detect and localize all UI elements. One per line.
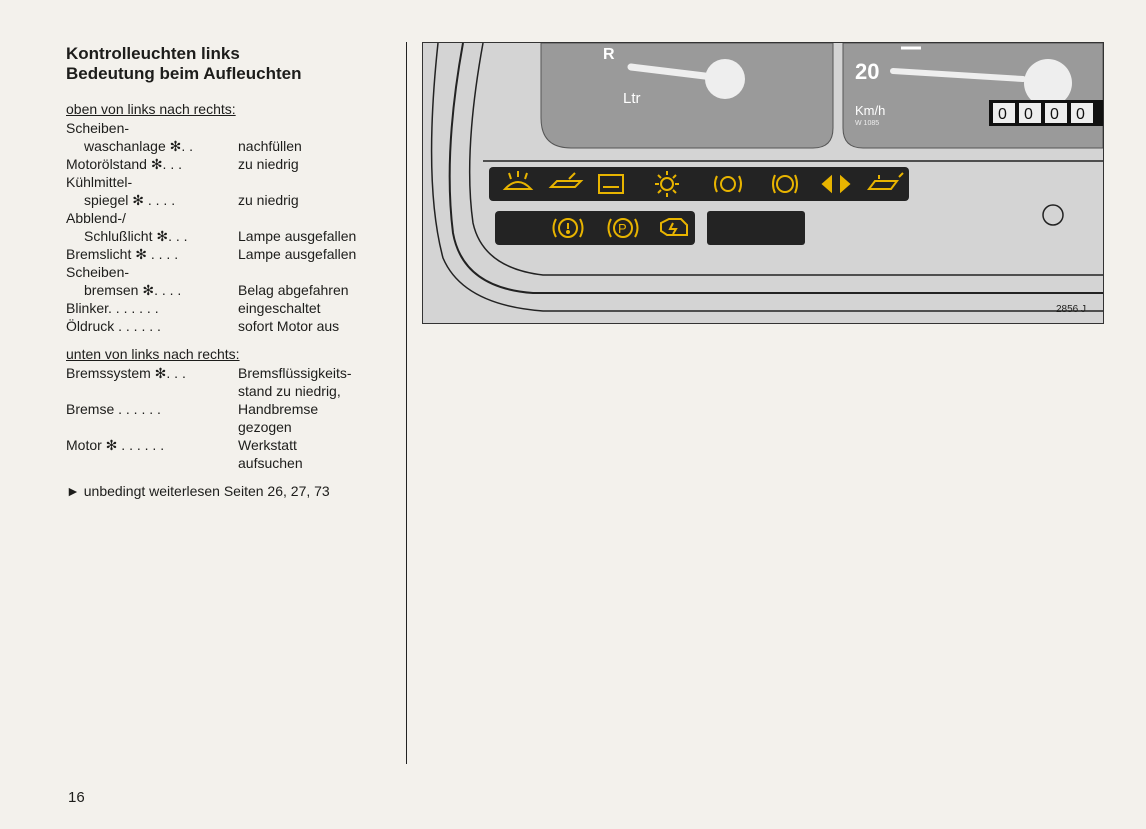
heading-line-1: Kontrolleuchten links	[66, 44, 240, 63]
column-divider	[406, 42, 407, 764]
warning-light-label: Scheiben-	[66, 120, 130, 136]
odometer-digit: 0	[1024, 106, 1033, 123]
speedometer-unit: Km/h	[855, 103, 886, 118]
odometer-digit: 0	[1076, 106, 1085, 123]
warning-light-meaning: Bremsflüssigkeits-	[238, 365, 352, 381]
speedometer-value: 20	[855, 59, 880, 84]
read-more-note: ► unbedingt weiterlesen Seiten 26, 27, 73	[66, 483, 330, 499]
warning-light-meaning: nachfüllen	[238, 138, 302, 154]
warning-light-label: Motorölstand ✻. . .	[66, 156, 182, 172]
speedometer-subtext: W 1085	[855, 120, 880, 127]
warning-light-label: waschanlage ✻. .	[84, 138, 194, 154]
svg-text:P: P	[618, 221, 627, 236]
odometer-digit: 0	[998, 106, 1007, 123]
heading-line-2: Bedeutung beim Aufleuchten	[66, 64, 302, 83]
warning-light-meaning: Werkstatt	[238, 437, 297, 453]
warning-light-label: Blinker. . . . . . .	[66, 300, 159, 316]
warning-light-meaning: zu niedrig	[238, 156, 299, 172]
odometer-digit: 0	[1050, 106, 1059, 123]
warning-light-meaning: stand zu niedrig,	[238, 383, 341, 399]
warning-light-label: Bremslicht ✻ . . . .	[66, 246, 179, 262]
page-number: 16	[68, 789, 85, 806]
warning-light-meaning: Lampe ausgefallen	[238, 228, 357, 244]
section-bottom-title: unten von links nach rechts:	[66, 346, 240, 362]
section-top-title: oben von links nach rechts:	[66, 101, 236, 117]
fuel-gauge-reserve-label: R	[603, 46, 615, 63]
heading	[66, 44, 302, 84]
figure-label: 2856 J	[1056, 304, 1087, 315]
warning-light-label: Öldruck . . . . . .	[66, 318, 161, 334]
warning-light-label: Schlußlicht ✻. . .	[84, 228, 188, 244]
warning-light-label: Kühlmittel-	[66, 174, 133, 190]
warning-light-meaning: sofort Motor aus	[238, 318, 340, 334]
warning-light-label: Bremssystem ✻. . .	[66, 365, 186, 381]
odometer	[989, 100, 1103, 126]
dashboard-figure	[422, 42, 1104, 324]
warning-light-meaning: aufsuchen	[238, 455, 303, 471]
instrument-cluster-illustration	[423, 43, 1103, 323]
warning-light-meaning: gezogen	[238, 419, 292, 435]
warning-light-meaning: Lampe ausgefallen	[238, 246, 357, 262]
warning-light-meaning: eingeschaltet	[238, 300, 321, 316]
warning-light-label: spiegel ✻ . . . .	[84, 192, 176, 208]
warning-light-panel-bottom	[495, 211, 695, 245]
fuel-gauge-unit: Ltr	[623, 90, 641, 107]
warning-light-meaning: Handbremse	[238, 401, 319, 417]
warning-light-label: Abblend-/	[66, 210, 126, 226]
warning-light-label: Motor ✻ . . . . . .	[66, 437, 165, 453]
warning-light-label: Bremse . . . . . .	[66, 401, 161, 417]
warning-light-meaning: zu niedrig	[238, 192, 299, 208]
warning-light-label: bremsen ✻. . . .	[84, 282, 182, 298]
warning-light-meaning: Belag abgefahren	[238, 282, 349, 298]
warning-light-label: Scheiben-	[66, 264, 130, 280]
